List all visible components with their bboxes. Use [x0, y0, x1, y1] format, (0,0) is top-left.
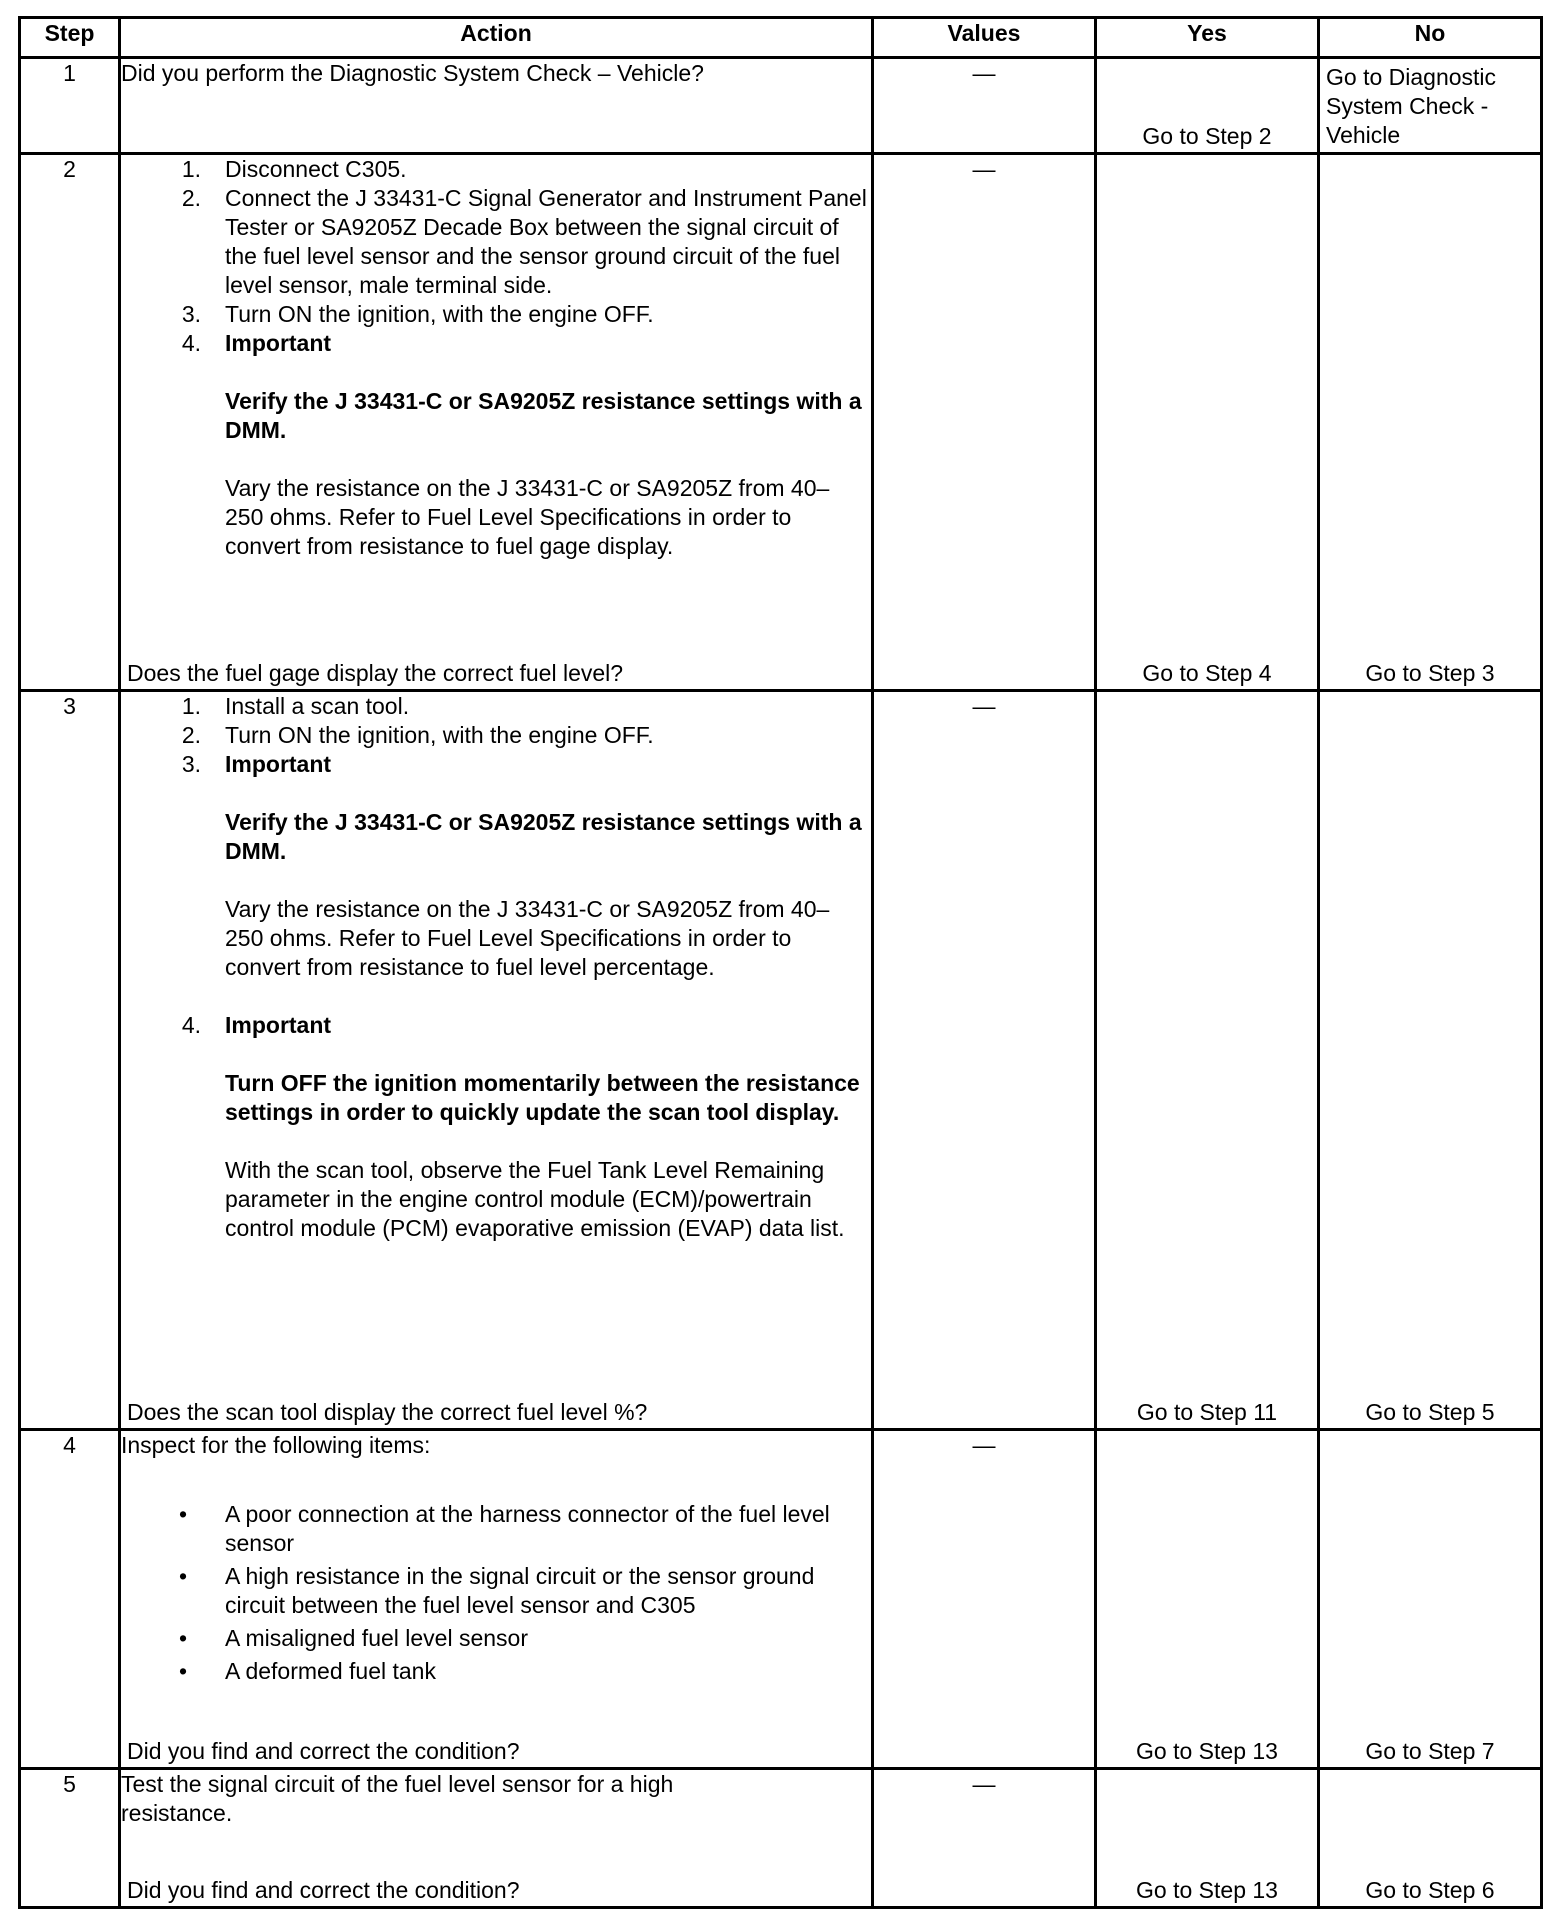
- table-row: [20, 1430, 1542, 1769]
- header-row: [20, 18, 1542, 58]
- action-intro: Test the signal circuit of the fuel level sensor for a high resistance.: [121, 1771, 674, 1826]
- values-cell: —: [873, 1430, 1096, 1769]
- action-cell: [120, 691, 873, 1430]
- procedure-detail: With the scan tool, observe the Fuel Tank Level Remaining parameter in the engine control module (ECM)/powertrain control module (PCM) evaporative emission (EVAP) data list.: [225, 1157, 845, 1241]
- no-answer: Go to Step 7: [1365, 1738, 1495, 1764]
- action-cell: [120, 1769, 873, 1908]
- values-cell: —: [873, 154, 1096, 691]
- header-no: No: [1319, 18, 1542, 58]
- list-item: 4. Important: [181, 1012, 332, 1038]
- list-item: 3. Turn ON the ignition, with the engine OFF.: [181, 301, 654, 327]
- step-number: 2: [20, 154, 120, 691]
- list-item: 4. Important: [181, 330, 332, 356]
- action-question: Did you find and correct the condition?: [127, 1877, 520, 1903]
- yes-cell: [1096, 1769, 1319, 1908]
- yes-cell: [1096, 1430, 1319, 1769]
- table-row: [20, 691, 1542, 1430]
- values-cell: —: [873, 691, 1096, 1430]
- action-question: Does the fuel gage display the correct fuel level?: [127, 660, 624, 686]
- action-question: Did you perform the Diagnostic System Check – Vehicle?: [121, 60, 704, 86]
- list-item: 2. Turn ON the ignition, with the engine OFF.: [181, 722, 654, 748]
- yes-cell: [1096, 154, 1319, 691]
- procedure-list: [121, 692, 871, 779]
- important-note: Verify the J 33431-C or SA9205Z resistance settings with a DMM.: [225, 388, 862, 443]
- values-cell: —: [873, 1769, 1096, 1908]
- table-row: [20, 154, 1542, 691]
- yes-answer: Go to Step 11: [1136, 1399, 1278, 1425]
- list-item: 1. Install a scan tool.: [181, 693, 410, 719]
- yes-cell: [1096, 691, 1319, 1430]
- header-action: Action: [120, 18, 873, 58]
- list-item: • A misaligned fuel level sensor: [178, 1625, 528, 1651]
- no-cell: [1319, 1769, 1542, 1908]
- step-number: 1: [20, 58, 120, 154]
- list-item: • A poor connection at the harness connector of the fuel level sensor: [178, 1501, 830, 1556]
- action-cell: [120, 58, 873, 154]
- header-step: Step: [20, 18, 120, 58]
- yes-cell: [1096, 58, 1319, 154]
- no-cell: [1319, 154, 1542, 691]
- important-note: Verify the J 33431-C or SA9205Z resistance settings with a DMM.: [225, 809, 862, 864]
- inspection-list: [121, 1500, 871, 1686]
- yes-answer: Go to Step 13: [1136, 1738, 1278, 1764]
- no-answer: Go to Diagnostic System Check - Vehicle: [1326, 64, 1497, 148]
- action-cell: [120, 1430, 873, 1769]
- no-cell: [1319, 1430, 1542, 1769]
- action-question: Does the scan tool display the correct fuel level %?: [127, 1399, 648, 1425]
- table-row: [20, 1769, 1542, 1908]
- header-yes: Yes: [1096, 18, 1319, 58]
- step-number: 4: [20, 1430, 120, 1769]
- diagnostic-table: [18, 16, 1543, 1909]
- procedure-detail: Vary the resistance on the J 33431-C or SA9205Z from 40–250 ohms. Refer to Fuel Level Specifications in order to convert from resistance to fuel gage display.: [225, 475, 830, 559]
- important-note: Turn OFF the ignition momentarily between the resistance settings in order to quickly update the scan tool display.: [225, 1070, 860, 1125]
- action-cell: [120, 154, 873, 691]
- step-number: 3: [20, 691, 120, 1430]
- procedure-list: [121, 1011, 871, 1040]
- no-answer: Go to Step 6: [1365, 1877, 1495, 1903]
- list-item: 3. Important: [181, 751, 332, 777]
- table-row: [20, 58, 1542, 154]
- no-answer: Go to Step 3: [1365, 660, 1495, 686]
- yes-answer: Go to Step 2: [1142, 123, 1272, 149]
- list-item: 2. Connect the J 33431-C Signal Generator and Instrument Panel Tester or SA9205Z Decade Box between the signal circuit of the fuel level sensor and the sensor ground circuit of the fuel level sensor, male terminal side.: [181, 185, 867, 298]
- no-cell: [1319, 691, 1542, 1430]
- list-item: 1. Disconnect C305.: [181, 156, 407, 182]
- yes-answer: Go to Step 4: [1142, 660, 1272, 686]
- action-question: Did you find and correct the condition?: [127, 1738, 520, 1764]
- procedure-detail: Vary the resistance on the J 33431-C or SA9205Z from 40–250 ohms. Refer to Fuel Level Specifications in order to convert from resistance to fuel level percentage.: [225, 896, 830, 980]
- list-item: • A deformed fuel tank: [178, 1658, 436, 1684]
- step-number: 5: [20, 1769, 120, 1908]
- list-item: • A high resistance in the signal circuit or the sensor ground circuit between the fuel level sensor and C305: [178, 1563, 815, 1618]
- procedure-list: [121, 155, 871, 358]
- no-cell: [1319, 58, 1542, 154]
- yes-answer: Go to Step 13: [1136, 1877, 1278, 1903]
- action-intro: Inspect for the following items:: [121, 1432, 431, 1458]
- header-values: Values: [873, 18, 1096, 58]
- no-answer: Go to Step 5: [1365, 1399, 1495, 1425]
- values-cell: —: [873, 58, 1096, 154]
